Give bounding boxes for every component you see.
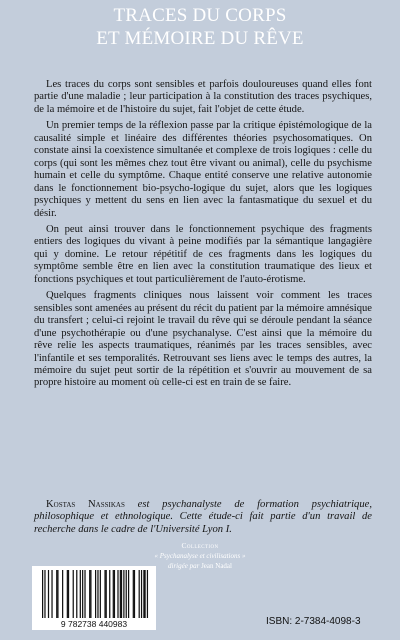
barcode-bar: [100, 570, 101, 618]
barcode-bar: [80, 570, 81, 618]
barcode-bar: [62, 570, 63, 618]
barcode-bar: [84, 570, 85, 618]
collection-director: Jean Nadal: [201, 562, 232, 570]
collection-series: « Psychanalyse et civilisations »: [154, 552, 246, 560]
barcode-bar: [120, 570, 121, 618]
author-name: Kostas Nassikas: [46, 499, 125, 510]
barcode-bar: [90, 570, 91, 618]
title-line-1: TRACES DU CORPS: [113, 5, 287, 26]
isbn: ISBN: 2-7384-4098-3: [266, 616, 361, 627]
barcode-bar: [56, 570, 57, 618]
barcode-bar: [95, 570, 96, 618]
barcode-bar: [97, 570, 98, 618]
barcode-bar: [68, 570, 69, 618]
barcode-bar: [73, 570, 74, 618]
barcode-bar: [106, 570, 107, 618]
barcode-bar: [44, 570, 45, 618]
barcode-bar: [126, 570, 127, 618]
barcode-bar: [104, 570, 105, 618]
summary-text: [34, 79, 372, 394]
barcode-bar: [67, 570, 68, 618]
barcode: [32, 566, 156, 630]
book-title: [0, 4, 400, 50]
barcode-bar: [143, 570, 144, 618]
barcode-bar: [139, 570, 140, 618]
barcode-bar: [147, 570, 148, 618]
barcode-bar: [113, 570, 114, 618]
barcode-bar: [128, 570, 129, 618]
summary-paragraph-4: Quelques fragments cliniques nous laissent voir comment les traces sensibles sont amenées au présent du récit du patient par la mémoire amnésique du transfert ; celui-ci rejoint le travail du rêve qui se déroule pendant la séance d'une psychothérapie ou d'une psychanalyse. C'est ainsi que la mémoire du rêve relie les aspects traumatiques, réanimés par les traces sensibles, avec l'infantile et ses temporalités. Retrouvant ses liens avec le temps des autres, la mémoire du sujet peut sortir de la répétition et s'ouvrir au mouvement de sa propre histoire au moment où celle-ci est en train de se faire.: [34, 290, 372, 389]
summary-paragraph-2: Un premier temps de la réflexion passe par la critique épistémologique de la causalité simple et linéaire des différentes théories psychosomatiques. On constate ainsi la coexistence simultanée et complexe de trois logiques : celle du corps (qui sont les mêmes chez tout être vivant ou animal), celle du psychisme humain et celle du symptôme. Chaque entité conserve une relative autonomie dans le fonctionnement bio-psycho-logique du sujet, alors que les logiques psychiques y mettent du sens en lien avec la fantasmatique du sexuel et du désir.: [34, 120, 372, 219]
barcode-bar: [144, 570, 145, 618]
collection-directed-prefix: dirigée par: [168, 562, 200, 570]
barcode-bar: [51, 570, 52, 618]
barcode-bar: [141, 570, 142, 618]
barcode-bar: [123, 570, 124, 618]
barcode-bar: [48, 570, 49, 618]
barcode-bar: [133, 570, 134, 618]
summary-paragraph-1: Les traces du corps sont sensibles et parfois douloureuses quand elles font partie d'une maladie ; leur participation à la constitution des traces psychiques, de la mémoire et de l'histoire du sujet, fait l'objet de cette étude.: [34, 79, 372, 115]
barcode-bar: [134, 570, 135, 618]
barcode-bar: [89, 570, 90, 618]
barcode-bars-icon: [32, 566, 156, 630]
title-line-2: ET MÉMOIRE DU RÊVE: [96, 28, 304, 49]
author-bio: [34, 499, 372, 536]
barcode-bar: [117, 570, 118, 618]
barcode-bar: [42, 570, 43, 618]
barcode-bar: [76, 570, 77, 618]
barcode-bar: [82, 570, 83, 618]
summary-paragraph-3: On peut ainsi trouver dans le fonctionnement psychique des fragments entiers des logiques du vivant à peine modifiés par la sémantique langagière qui y domine. Le retour répétitif de ces fragments dans les logiques du symptôme semble être en lien avec la constitution traumatique des lieux et fonctions psychiques et tout particulièrement de l'auto-érotisme.: [34, 223, 372, 285]
barcode-bar: [57, 570, 58, 618]
author-bio-text: est psychanalyste de formation psychiatrique, philosophique et ethnologique. Cette étude-ci fait partie d'un travail de recherche dans le cadre de l'Université Lyon I.: [34, 499, 372, 535]
barcode-bar: [109, 570, 110, 618]
barcode-bar: [114, 570, 115, 618]
barcode-digits: 9 782738 440983: [60, 619, 128, 629]
barcode-bar: [121, 570, 122, 618]
collection-label: Collection: [181, 541, 219, 550]
